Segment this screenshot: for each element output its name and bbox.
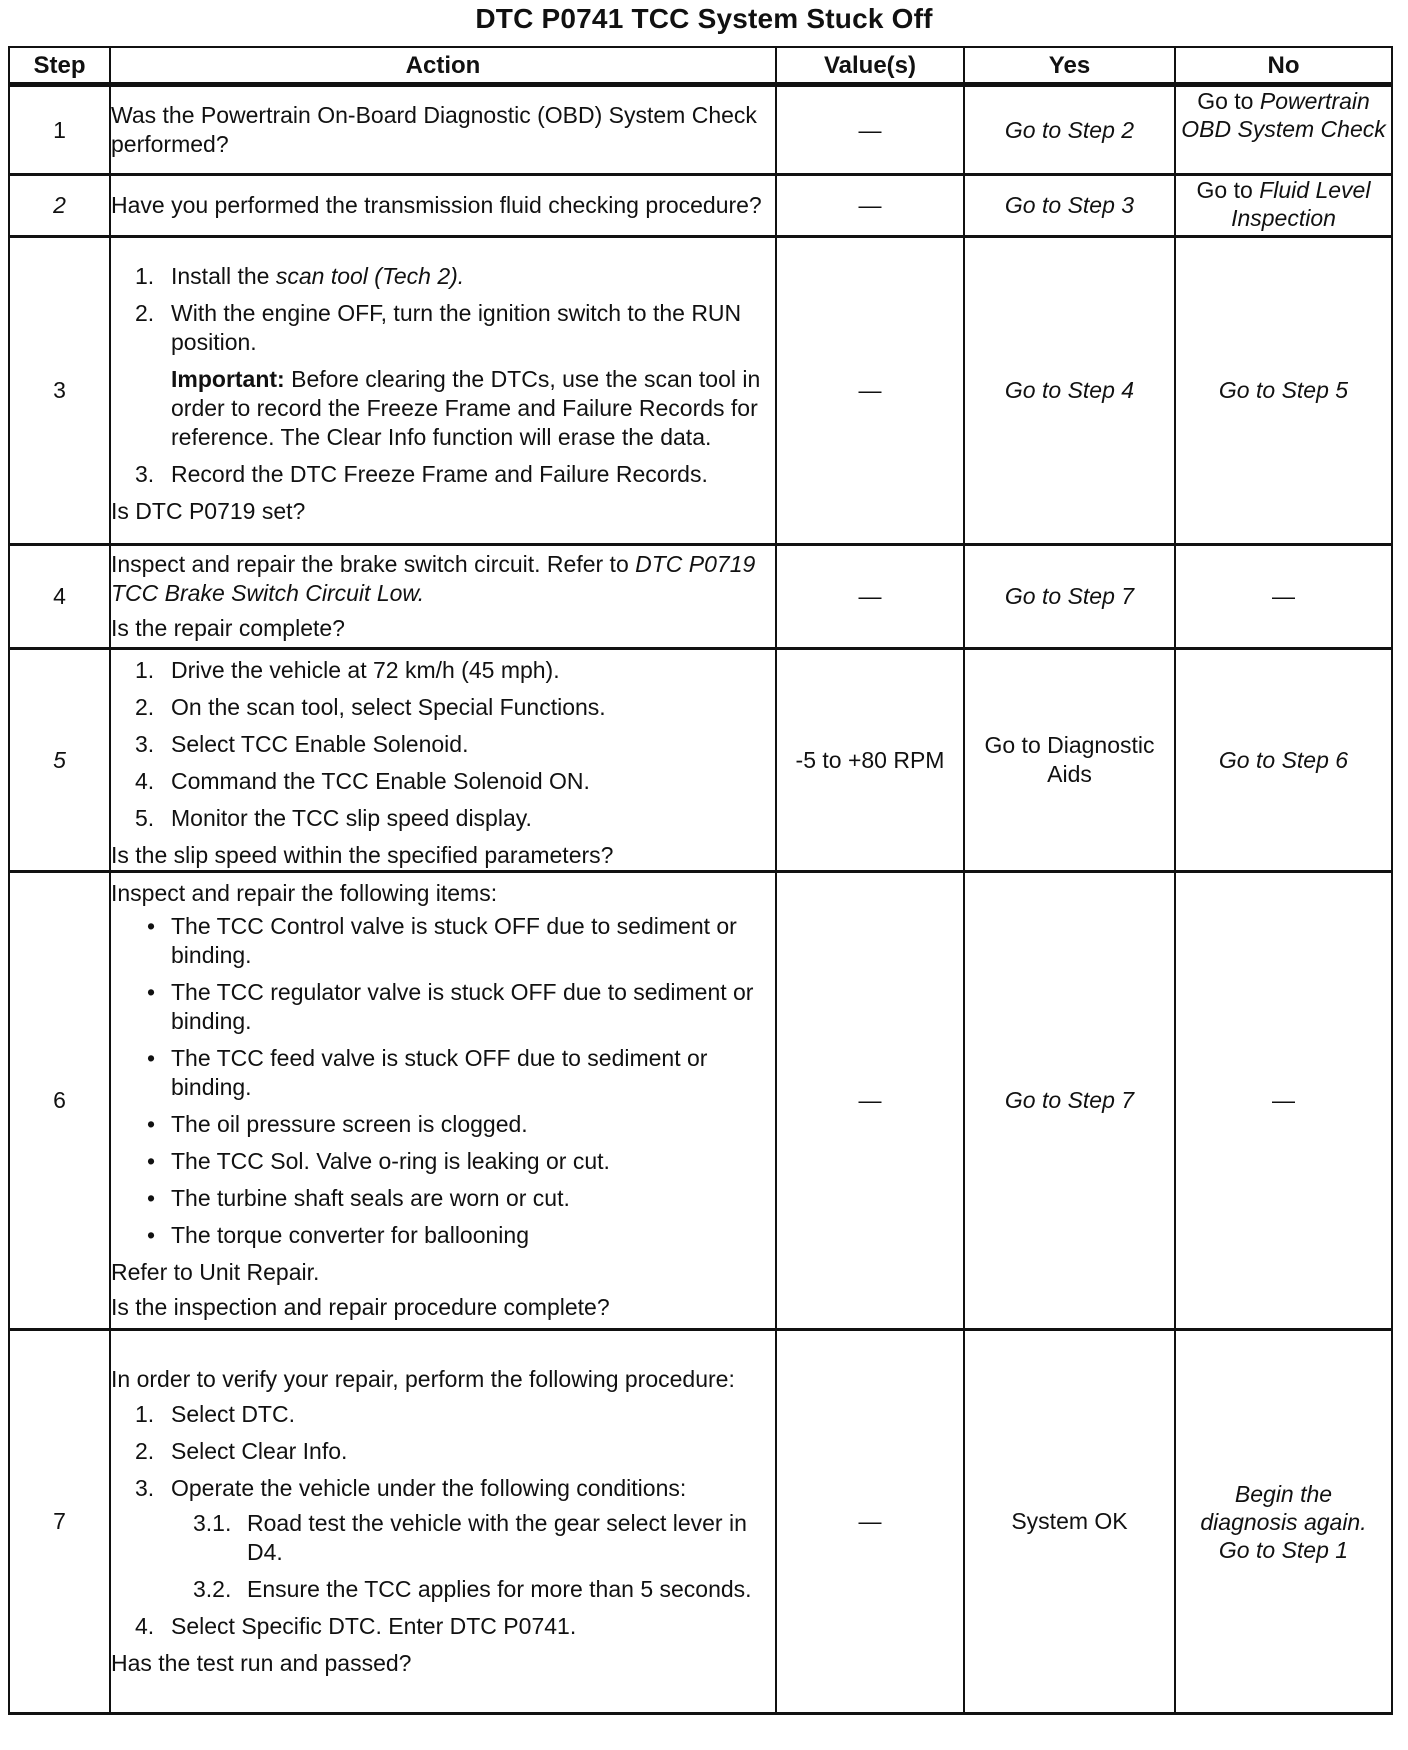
- item-number: 3.2.: [193, 1576, 232, 1602]
- question-text: Is the slip speed within the specified parameters?: [111, 842, 614, 868]
- procedure-list: [111, 460, 775, 489]
- important-text: Before clearing the DTCs, use the scan tool in order to record the Freeze Frame and Failure Records for reference. The Clear Info function will erase the data.: [171, 365, 761, 450]
- action-text: [111, 550, 775, 608]
- bullet: •: [147, 1045, 156, 1071]
- bullet: •: [147, 1148, 156, 1174]
- item-text: On the scan tool, select Special Functions.: [171, 694, 606, 720]
- yes-link[interactable]: [964, 175, 1175, 237]
- yes-link-text: Go to Step 7: [1004, 583, 1135, 609]
- value-cell: —: [776, 545, 964, 649]
- step-number: 6: [9, 872, 110, 1330]
- item-text: Select DTC.: [171, 1401, 295, 1427]
- inspection-item: [111, 1147, 775, 1176]
- condition-item: [111, 1509, 775, 1567]
- item-text: Operate the vehicle under the following conditions:: [171, 1475, 687, 1501]
- bullet: •: [147, 1185, 156, 1211]
- item-text: The TCC Sol. Valve o-ring is leaking or cut.: [171, 1148, 610, 1174]
- procedure-item: [111, 730, 775, 759]
- yes-link[interactable]: [964, 85, 1175, 175]
- item-text: The turbine shaft seals are worn or cut.: [171, 1185, 570, 1211]
- bullet: •: [147, 979, 156, 1005]
- procedure-item: [111, 262, 775, 291]
- procedure-item: [111, 1437, 775, 1466]
- condition-list: [111, 1509, 775, 1604]
- value-cell: —: [776, 175, 964, 237]
- table-row-step-5: [9, 649, 1392, 872]
- no-link[interactable]: [1175, 85, 1392, 175]
- no-link-line: diagnosis again.: [1200, 1508, 1367, 1535]
- step-number: 4: [9, 545, 110, 649]
- action-cell: [110, 872, 776, 1330]
- yes-link-text: Go to Step 4: [1004, 377, 1135, 403]
- bullet: •: [147, 913, 156, 939]
- yes-link[interactable]: [964, 649, 1175, 872]
- no-link[interactable]: [1175, 649, 1392, 872]
- action-cell: [110, 1330, 776, 1714]
- step-number: 3: [9, 237, 110, 545]
- header-values: Value(s): [776, 47, 964, 85]
- no-cell: —: [1175, 545, 1392, 649]
- value-cell: —: [776, 237, 964, 545]
- header-action: Action: [110, 47, 776, 85]
- yes-result: [964, 1330, 1175, 1714]
- procedure-list: [111, 656, 775, 833]
- important-note: [111, 365, 775, 452]
- question-text: Has the test run and passed?: [111, 1650, 412, 1676]
- procedure-item: [111, 1612, 775, 1641]
- value-cell: -5 to +80 RPM: [776, 649, 964, 872]
- no-link-prefix: Go to: [1197, 88, 1254, 114]
- procedure-list: [111, 262, 775, 357]
- no-link-text: Go to Step 5: [1218, 377, 1349, 403]
- bullet: •: [147, 1222, 156, 1248]
- item-text: Road test the vehicle with the gear select lever in D4.: [247, 1510, 747, 1565]
- action-text: Was the Powertrain On-Board Diagnostic (OBD) System Check performed?: [110, 85, 776, 175]
- no-link-target: Fluid Level Inspection: [1231, 177, 1371, 231]
- item-text: Drive the vehicle at 72 km/h (45 mph).: [171, 657, 560, 683]
- value-cell: —: [776, 1330, 964, 1714]
- important-label: Important:: [171, 365, 285, 392]
- no-link-line: Go to Step 1: [1218, 1536, 1349, 1563]
- item-number: 3.: [135, 1475, 155, 1501]
- inspection-item: [111, 1044, 775, 1102]
- inspection-item: [111, 1184, 775, 1213]
- diagnostic-table: [8, 46, 1393, 1715]
- yes-link[interactable]: [964, 872, 1175, 1330]
- item-text: Select Clear Info.: [171, 1438, 348, 1464]
- yes-link-text: Go to Diagnostic Aids: [984, 732, 1155, 787]
- action-cell: [110, 649, 776, 872]
- item-number: 5.: [135, 805, 155, 831]
- yes-result-text: System OK: [1011, 1508, 1128, 1534]
- item-number: 3.: [135, 460, 155, 487]
- procedure-list: [111, 1400, 775, 1641]
- header-step: Step: [9, 47, 110, 85]
- procedure-item: [111, 460, 775, 489]
- step-number: 7: [9, 1330, 110, 1714]
- item-text: Ensure the TCC applies for more than 5 seconds.: [247, 1576, 752, 1602]
- value-cell: —: [776, 872, 964, 1330]
- procedure-item: [111, 804, 775, 833]
- item-text: Select TCC Enable Solenoid.: [171, 731, 469, 757]
- intro-text: In order to verify your repair, perform the following procedure:: [111, 1366, 735, 1392]
- item-number: 3.1.: [193, 1510, 232, 1536]
- yes-link-text: Go to Step 2: [1004, 116, 1135, 143]
- procedure-item: [111, 1400, 775, 1429]
- item-text: The TCC Control valve is stuck OFF due to sediment or binding.: [171, 913, 737, 968]
- table-row-step-2: [9, 175, 1392, 237]
- header-yes: Yes: [964, 47, 1175, 85]
- item-text: Monitor the TCC slip speed display.: [171, 805, 532, 831]
- no-link-target: Powertrain OBD System Check: [1181, 88, 1386, 142]
- inspection-item: [111, 912, 775, 970]
- item-number: 1.: [135, 262, 155, 289]
- yes-link-text: Go to Step 7: [1004, 1087, 1135, 1113]
- item-text: The torque converter for ballooning: [171, 1222, 529, 1248]
- question-text: Is the inspection and repair procedure complete?: [111, 1294, 610, 1320]
- yes-link-text: Go to Step 3: [1004, 192, 1135, 218]
- condition-item: [111, 1575, 775, 1604]
- item-number: 4.: [135, 1613, 155, 1639]
- item-text: The oil pressure screen is clogged.: [171, 1111, 528, 1137]
- procedure-item: [111, 693, 775, 722]
- table-row-step-3: [9, 237, 1392, 545]
- dtc-p0719-link[interactable]: DTC P0719 TCC Brake Switch Circuit Low.: [111, 551, 756, 606]
- value-cell: —: [776, 85, 964, 175]
- scan-tool-link[interactable]: scan tool (Tech 2).: [275, 262, 465, 289]
- inspection-item: [111, 1221, 775, 1250]
- step-number: [9, 175, 110, 237]
- item-number: 2.: [135, 299, 155, 326]
- item-number: 2.: [135, 1438, 155, 1464]
- table-row-step-4: [9, 545, 1392, 649]
- procedure-item: [111, 299, 775, 357]
- step-number: 1: [9, 85, 110, 175]
- refer-text: Refer to Unit Repair.: [111, 1259, 320, 1285]
- item-number: 4.: [135, 768, 155, 794]
- inspection-item: [111, 978, 775, 1036]
- table-row-step-6: [9, 872, 1392, 1330]
- bullet: •: [147, 1111, 156, 1137]
- intro-text: Inspect and repair the following items:: [111, 880, 498, 906]
- inspection-item: [111, 1110, 775, 1139]
- inspection-list: [111, 912, 775, 1250]
- header-row: [9, 47, 1392, 85]
- yes-link[interactable]: [964, 237, 1175, 545]
- action-text: Have you performed the transmission fluid checking procedure?: [110, 175, 776, 237]
- question-text: Is the repair complete?: [111, 615, 345, 641]
- yes-link[interactable]: [964, 545, 1175, 649]
- question-text: Is DTC P0719 set?: [111, 497, 306, 524]
- procedure-item: [111, 1474, 775, 1604]
- item-text: Record the DTC Freeze Frame and Failure Records.: [171, 460, 708, 487]
- item-number: 1.: [135, 657, 155, 683]
- no-link[interactable]: [1175, 175, 1392, 237]
- action-cell: [110, 237, 776, 545]
- step-number-text: 2: [53, 192, 66, 218]
- action-cell: [110, 545, 776, 649]
- header-no: No: [1175, 47, 1392, 85]
- item-text: The TCC feed valve is stuck OFF due to sediment or binding.: [171, 1045, 708, 1100]
- no-link-text: Go to Step 6: [1218, 746, 1349, 773]
- no-link-line: Begin the: [1234, 1480, 1333, 1507]
- no-cell: —: [1175, 872, 1392, 1330]
- step-number: [9, 649, 110, 872]
- no-link-prefix: Go to: [1196, 177, 1253, 203]
- item-text: With the engine OFF, turn the ignition switch to the RUN position.: [171, 299, 742, 355]
- item-text: The TCC regulator valve is stuck OFF due to sediment or binding.: [171, 979, 754, 1034]
- action-instruction: Inspect and repair the brake switch circuit. Refer to: [111, 551, 629, 577]
- item-text: Command the TCC Enable Solenoid ON.: [171, 768, 590, 794]
- item-number: 1.: [135, 1401, 155, 1427]
- procedure-item: [111, 767, 775, 796]
- procedure-item: [111, 656, 775, 685]
- no-link[interactable]: [1175, 237, 1392, 545]
- page-title: DTC P0741 TCC System Stuck Off: [475, 3, 933, 34]
- item-text: Install the: [171, 262, 270, 289]
- step-number-text: 5: [53, 746, 66, 773]
- no-link[interactable]: [1175, 1330, 1392, 1714]
- item-number: 2.: [135, 694, 155, 720]
- item-number: 3.: [135, 731, 155, 757]
- table-row-step-7: [9, 1330, 1392, 1714]
- item-text: Select Specific DTC. Enter DTC P0741.: [171, 1613, 577, 1639]
- table-row-step-1: [9, 85, 1392, 175]
